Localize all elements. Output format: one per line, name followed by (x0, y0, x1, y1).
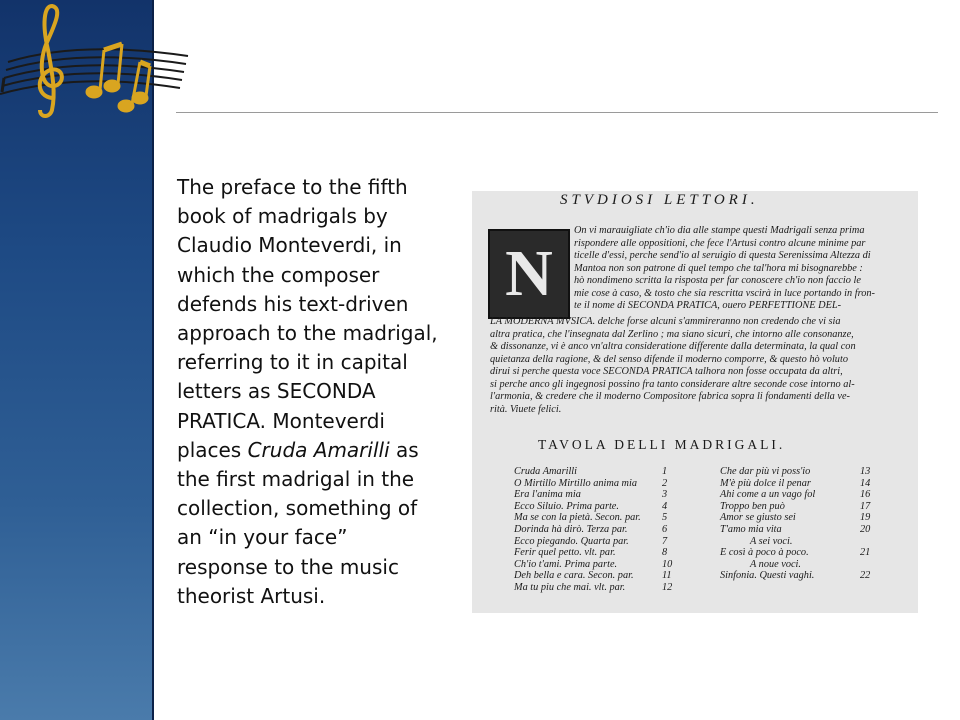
paragraph-part-3: as the first madrigal in the collection, something of an “in your face” response to the music theorist Artusi. (177, 437, 419, 608)
madrigal-name: Sinfonia. Questi vaghi. (720, 570, 815, 582)
list-item (720, 466, 900, 478)
voicing-note: A sei voci. (750, 535, 793, 547)
header-divider (176, 112, 938, 113)
list-item (720, 478, 900, 490)
page-number: 2 (662, 477, 668, 489)
preface-line: quietanza della ragione, & del senso difende il moderno comporre, & questo hò voluto (490, 353, 848, 365)
preface-line: ticelle d'essi, perche send'io al seruigio di questa Serenissima Altezza di (574, 250, 871, 261)
decorated-initial (488, 229, 570, 319)
scan-title: STVDIOSI LETTORI. (560, 192, 759, 208)
list-item (514, 489, 689, 501)
page-number: 16 (860, 489, 871, 501)
treble-clef-icon (40, 6, 62, 116)
madrigal-name: Era l'anima mia (514, 489, 581, 501)
page-number: 11 (662, 570, 672, 582)
list-item (514, 547, 689, 559)
page-number: 19 (860, 512, 871, 524)
list-item (514, 524, 689, 536)
preface-line: te il nome di SECONDA PRATICA, ouero PERFETTIONE DEL- (574, 300, 842, 311)
madrigal-name: Dorinda hà dirò. Terza par. (514, 523, 628, 535)
madrigal-name: O Mirtillo Mirtillo anima mia (514, 477, 637, 489)
list-item (514, 570, 689, 582)
madrigal-name: Cruda Amarilli (514, 466, 578, 477)
page-number: 3 (662, 489, 668, 501)
madrigal-name: M'è più dolce il penar (720, 477, 811, 489)
list-item (514, 582, 689, 594)
preface-line: On vi marauigliate ch'io dia alle stampe questi Madrigali senza prima (574, 225, 865, 236)
list-item (514, 466, 689, 478)
list-item (720, 512, 900, 524)
page-number: 22 (860, 570, 871, 582)
list-item (720, 489, 900, 501)
list-item (514, 536, 689, 548)
page-number: 6 (662, 523, 668, 535)
list-item (514, 478, 689, 490)
slide-body-text (177, 173, 442, 611)
preface-line: altra pratica, che l'insegnata dal Zerlino ; ma siano sicuri, che intorno alle consonanze, (490, 328, 854, 340)
page-number: 5 (662, 512, 668, 524)
preface-line: & dissonanze, vi è anco vn'altra consideratione differente dalla determinata, la qual con (490, 341, 856, 352)
preface-line: l'armonia, & credere che il moderno Compositore fabrica sopra li fondamenti della ve- (490, 391, 850, 402)
madrigal-name: Che dar più vi poss'io (720, 466, 811, 477)
preface-line: dirui si perche questa voce SECONDA PRATICA talhora non fosse occupata da altri, (490, 366, 843, 377)
list-item (720, 559, 900, 571)
madrigal-name: Troppo ben può (720, 500, 785, 512)
list-item (514, 512, 689, 524)
madrigal-list-right (720, 466, 900, 582)
madrigal-list-left (514, 466, 689, 594)
madrigal-name: Ecco piegando. Quarta par. (514, 535, 629, 547)
music-notes-icon (0, 0, 200, 130)
madrigal-name: E così à poco à poco. (720, 547, 809, 559)
preface-line: rispondere alle oppositioni, che fece l'Artusi contro alcune minime par (574, 237, 866, 249)
list-item (720, 536, 900, 548)
madrigal-name: T'amo mia vita (720, 523, 782, 535)
preface-line: si perche anco gli ingegnosi possino fra tanto considerare altre seconde cose intorno al- (490, 378, 855, 390)
page-number: 12 (662, 581, 673, 593)
preface-line: mie cose à caso, & tosto che sia rescritta vscirà in luce portando in fron- (574, 287, 875, 299)
voicing-note: A noue voci. (750, 558, 801, 570)
page-number: 20 (860, 523, 871, 535)
list-item (720, 524, 900, 536)
madrigal-name: Amor se giusto sei (720, 512, 796, 524)
list-item (514, 559, 689, 571)
preface-line: rità. Viuete felici. (490, 403, 562, 415)
page-number: 10 (662, 558, 673, 570)
page-number: 21 (860, 547, 871, 559)
list-item (720, 501, 900, 513)
madrigal-name: Ch'io t'ami. Prima parte. (514, 558, 618, 570)
preface-line: hò nondimeno scritta la risposta per far conoscere ch'io non faccio le (574, 275, 861, 286)
page-number: 4 (662, 500, 668, 512)
madrigal-name: Ecco Siluio. Prima parte. (514, 500, 619, 512)
list-item (720, 547, 900, 559)
paragraph-part-1: The preface to the fifth book of madrigals by Claudio Monteverdi, in which the composer defends his text-driven approach to the madrigal, referring to it in capital letters as SECONDA PRATICA. Monteverdi places (177, 175, 438, 462)
madrigal-name: Ma tu piu che mai. vlt. par. (514, 581, 626, 593)
page-number: 17 (860, 500, 871, 512)
page-number: 1 (662, 466, 668, 477)
madrigal-name: Ferir quel petto. vlt. par. (514, 547, 616, 559)
list-item (514, 501, 689, 513)
scanned-preface-image (472, 191, 918, 613)
madrigal-name: Ahi come a un vago fol (720, 489, 816, 501)
page-number: 14 (860, 477, 871, 489)
page-number: 13 (860, 466, 871, 477)
initial-letter: N (505, 237, 553, 310)
preface-line: Mantoa non son patrone di quel tempo che tal'hora mi bisognarebbe : (574, 262, 863, 274)
page-number: 7 (662, 535, 668, 547)
table-of-madrigals-title: TAVOLA DELLI MADRIGALI. (538, 437, 786, 452)
list-item (720, 570, 900, 582)
madrigal-title: Cruda Amarilli (247, 437, 390, 462)
page-number: 8 (662, 547, 668, 559)
preface-line: LA MODERNA MVSICA. delche forse alcuni s'ammireranno non credendo che vi sia (490, 316, 841, 327)
madrigal-name: Ma se con la pietà. Secon. par. (514, 512, 641, 524)
madrigal-name: Deh bella e cara. Secon. par. (514, 570, 634, 582)
